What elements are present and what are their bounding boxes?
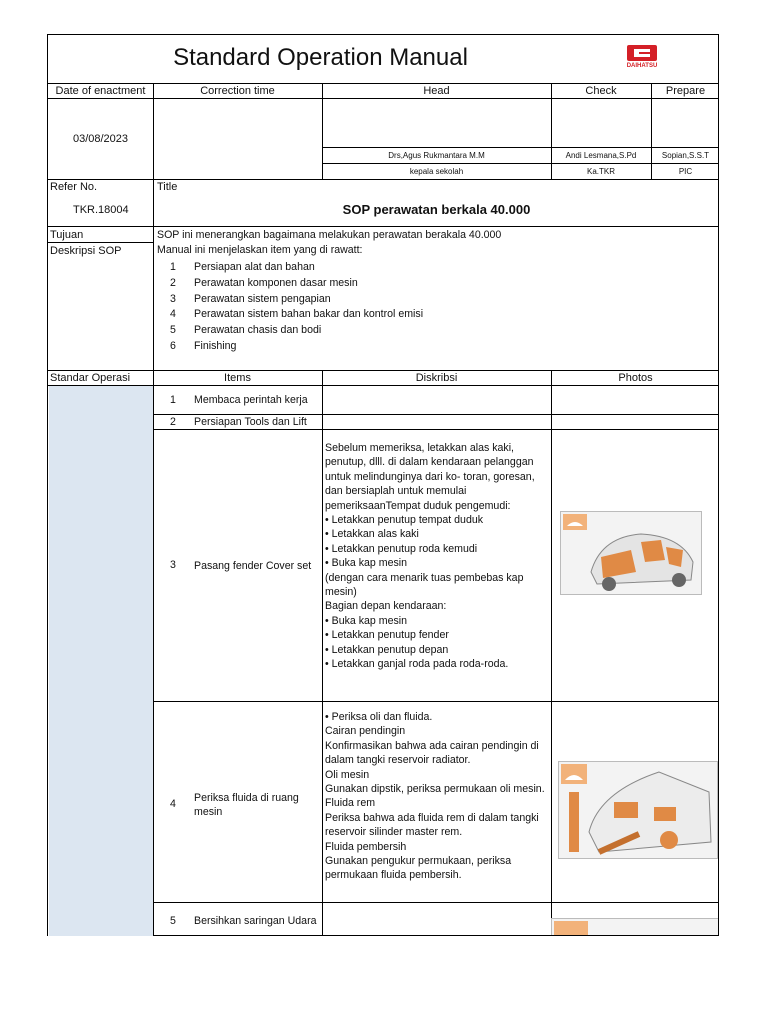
op-item: Membaca perintah kerja xyxy=(194,394,308,406)
standar-sidebar xyxy=(49,385,153,936)
head-name: Drs,Agus Rukmantara M.M xyxy=(388,151,485,160)
deskripsi-item: Persiapan alat dan bahan xyxy=(194,261,315,273)
engine-fluid-photo xyxy=(558,761,718,859)
prepare-name: Sopian,S.S.T xyxy=(661,151,710,160)
fender-cover-photo xyxy=(560,511,702,595)
correction-label: Correction time xyxy=(200,85,275,97)
col-diskribsi: Diskribsi xyxy=(415,372,458,384)
date-label: Date of enactment xyxy=(55,85,146,97)
sop-sheet xyxy=(47,34,719,936)
tujuan-text: SOP ini menerangkan bagaimana melakukan perawatan berakala 40.000 xyxy=(157,229,502,241)
check-name: Andi Lesmana,S.Pd xyxy=(565,151,637,160)
deskripsi-no: 5 xyxy=(170,324,176,336)
op-no: 1 xyxy=(170,394,176,406)
op-no: 5 xyxy=(170,915,176,927)
col-photos: Photos xyxy=(618,372,653,384)
deskripsi-item: Perawatan sistem bahan bakar dan kontrol emisi xyxy=(194,308,424,320)
head-role: kepala sekolah xyxy=(409,167,464,176)
op-item: Periksa fluida di ruang mesin xyxy=(194,792,299,819)
deskripsi-item: Finishing xyxy=(194,340,237,352)
refer-label: Refer No. xyxy=(50,181,98,193)
logo-text: DAIHATSU xyxy=(626,63,658,69)
deskripsi-item: Perawatan sistem pengapian xyxy=(194,293,331,305)
op-no: 2 xyxy=(170,416,176,428)
deskripsi-no: 6 xyxy=(170,340,176,352)
date-value: 03/08/2023 xyxy=(72,133,129,145)
deskripsi-no: 1 xyxy=(170,261,176,273)
op-no: 3 xyxy=(170,559,176,571)
sop-title: SOP perawatan berkala 40.000 xyxy=(342,202,531,217)
check-label: Check xyxy=(585,85,617,97)
col-items: Items xyxy=(224,372,251,384)
air-filter-photo xyxy=(551,918,719,936)
document-title: Standard Operation Manual xyxy=(173,44,468,71)
head-label: Head xyxy=(423,85,450,97)
op-item: Bersihkan saringan Udara xyxy=(194,915,317,927)
op-item: Persiapan Tools dan Lift xyxy=(194,416,307,428)
op-desc: • Periksa oli dan fluida. Cairan pendingin Konfirmasikan bahwa ada cairan pendingin di dalam tangki reservoir radiator. Oli mesin Gunakan dipstik, periksa permukaan oli mesin. Fluida rem Periksa bahwa ada fluida rem di dalam tangki reservoir silinder master rem. Fluida pembersih Gunakan pengukur permukaan, periksa permukaan fluida pembersih. xyxy=(325,711,545,882)
title-label: Title xyxy=(157,181,178,193)
deskripsi-item: Perawatan komponen dasar mesin xyxy=(194,277,358,289)
daihatsu-logo xyxy=(625,45,659,73)
deskripsi-item: Perawatan chasis dan bodi xyxy=(194,324,322,336)
standar-label: Standar Operasi xyxy=(50,372,131,384)
deskripsi-no: 3 xyxy=(170,293,176,305)
deskripsi-intro: Manual ini menjelaskan item yang di rawatt: xyxy=(157,244,363,256)
deskripsi-no: 2 xyxy=(170,277,176,289)
deskripsi-no: 4 xyxy=(170,308,176,320)
deskripsi-label: Deskripsi SOP xyxy=(50,245,122,257)
tujuan-label: Tujuan xyxy=(50,229,84,241)
prepare-role: PIC xyxy=(678,167,693,176)
op-no: 4 xyxy=(170,798,176,810)
refer-value: TKR.18004 xyxy=(73,204,129,216)
check-role: Ka.TKR xyxy=(586,167,615,176)
op-item: Pasang fender Cover set xyxy=(194,560,312,572)
prepare-label: Prepare xyxy=(665,85,706,97)
op-desc: Sebelum memeriksa, letakkan alas kaki, penutup, dlll. di dalam kendaraan pelanggan untuk melindunginya dari ko- toran, goresan, dan bersiaplah untuk memulai pemeriksaanTempat duduk pengemudi: • Letakkan penutup tempat duduk • Letakkan alas kaki • Letakkan penutup roda kemudi • Buka kap mesin (dengan cara menarik tuas pembebas kap mesin) Bagian depan kendaraan: • Buka kap mesin • Letakkan penutup fender • Letakkan penutup depan • Letakkan ganjal roda pada roda-roda. xyxy=(325,442,535,671)
